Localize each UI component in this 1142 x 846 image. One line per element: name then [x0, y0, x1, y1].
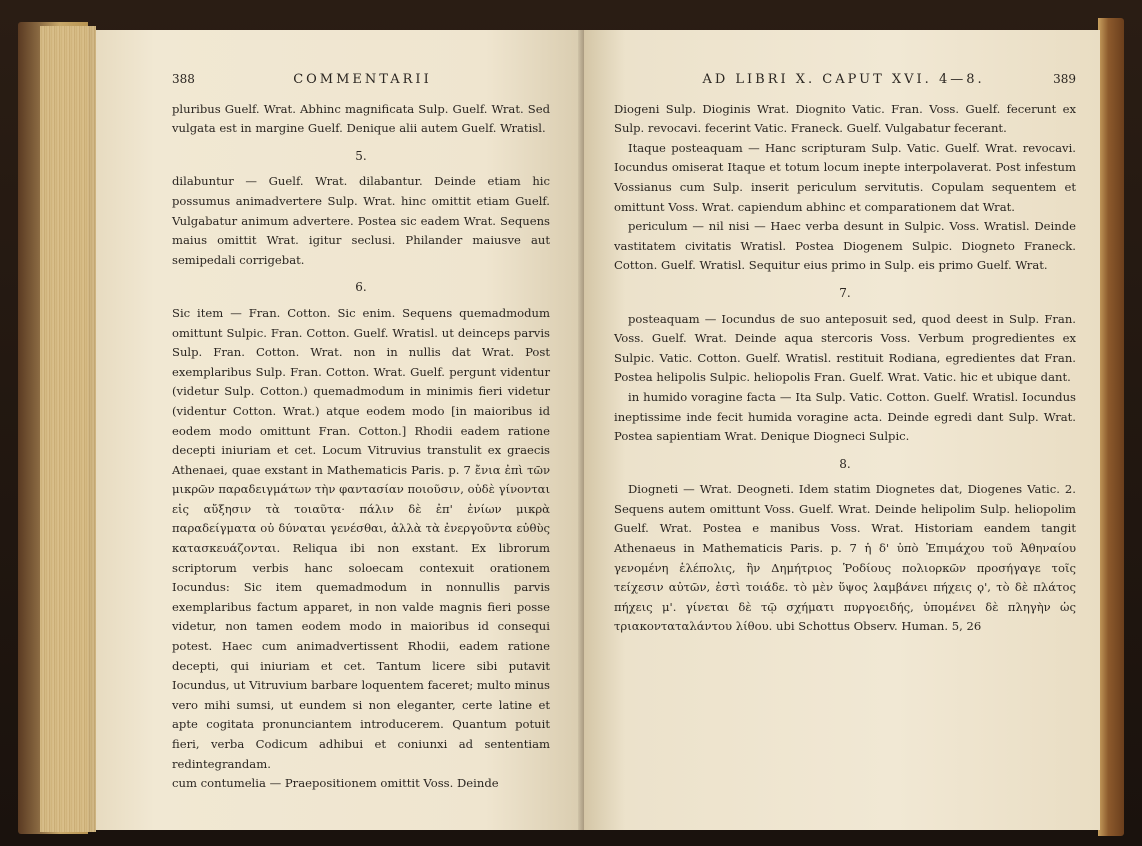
left-page-number: 388 [172, 72, 195, 86]
section-number: 8. [839, 456, 851, 471]
paragraph: Diogeni Sulp. Dioginis Wrat. Diognito Vatic. Fran. Voss. Guelf. fecerunt ex Sulp. revocavi. fecerint Vatic. Franeck. Guelf. Vulgabatur fecerant. [614, 101, 1076, 136]
left-page-header [172, 70, 550, 90]
section-number: 6. [355, 280, 367, 295]
left-running-head: COMMENTARII [293, 72, 432, 87]
paragraph: pluribus Guelf. Wrat. Abhinc magnificata Sulp. Guelf. Wrat. Sed vulgata est in margine Guelf. Denique alii autem Guelf. Wratisl. [172, 101, 550, 136]
paragraph: dilabuntur — Guelf. Wrat. dilabantur. Deinde etiam hic possumus animadvertere Sulp. Wrat. hinc omittit etiam Guelf. Vulgabatur animum advertere. Postea sic eadem Wrat. Sequens maius omittit Wrat. igitur seclusi. Philander maiusve aut semipedali corrigebat. [172, 174, 550, 267]
left-page [96, 30, 584, 830]
right-running-head: AD LIBRI X. CAPUT XVI. 4—8. [702, 72, 985, 87]
page-edges [40, 26, 96, 832]
section-number: 5. [355, 148, 367, 163]
right-cover [1098, 18, 1124, 836]
section-number: 7. [839, 285, 851, 300]
paragraph: in humido voragine facta — Ita Sulp. Vatic. Cotton. Guelf. Wratisl. Iocundus ineptissime inde fecit humida voragine acta. Deinde egredi dant Sulp. Wrat. Postea sapientiam Wrat. Denique Diogneci Sulpic. [614, 389, 1076, 444]
paragraph: posteaquam — Iocundus de suo anteposuit sed, quod deest in Sulp. Fran. Voss. Guelf. Wrat. Deinde aqua stercoris Voss. Verbum progredientes ex Sulpic. Vatic. Cotton. Guelf. Wratisl. restituit Rodiana, egredientes dat Fran. Postea helipolis Sulpic. heliopolis Fran. Guelf. Wrat. Vatic. hic et ubique dant. [614, 311, 1076, 385]
paragraph: periculum — nil nisi — Haec verba desunt in Sulpic. Voss. Wratisl. Deinde vastitatem civitatis Wratisl. Postea Diogenem Sulpic. Diogneto Franeck. Cotton. Guelf. Wratisl. Sequitur eius primo in Sulp. eis primo Guelf. Wrat. [614, 219, 1076, 273]
right-page-header [614, 70, 1076, 90]
right-page [584, 30, 1100, 830]
right-page-body [614, 100, 1076, 637]
paragraph: cum contumelia — Praepositionem omittit Voss. Deinde [172, 776, 499, 791]
left-page-body [172, 100, 550, 794]
paragraph: Sic item — Fran. Cotton. Sic enim. Sequens quemadmodum omittunt Sulpic. Fran. Cotton. Guelf. Wratisl. ut deinceps parvis Sulp. Fran. Cotton. Wrat. non in nullis dat Wrat. Post exemplaribus Sulp. Fran. Cotton. Wrat. Guelf. pergunt videntur (videtur Sulp. Cotton.) quemadmodum in minimis fieri videtur (videntur Cotton. Wrat.) atque eodem modo [in maioribus id eodem modo omittunt Fran. Cotton.] Rhodii eadem ratione decepti iniuriam et cet. Locum Vitruvius transtulit ex graecis Athenaei, quae exstant in Mathematicis Paris. p. 7 ἔνια ἐπὶ τῶν μικρῶν παραδειγμάτων τὴν φαντασίαν ποιοῦσιν, οὐδὲ γίνονται εἰς αὔξησιν τὰ τοιαῦτα· πάλιν δὲ ἐπ' ἐνίων μικρὰ παραδείγματα οὐ δύναται γενέσθαι, ἀλλὰ τὰ ἐνεργοῦντα εὐθὺς κατασκευάζονται. Reliqua ibi non exstant. Ex librorum scriptorum verbis hanc soloecam contexuit orationem Iocundus: Sic item quemadmodum in nonnullis parvis exemplaribus factum apparet, in non valde magnis fieri posse videtur, non tamen eodem modo in maioribus id consequi potest. Haec cum animadvertissent Rhodii, eadem ratione decepti, qui iniuriam et cet. Tantum licere sibi putavit Iocundus, ut Vitruvium barbare loquentem faceret; multo minus vero mihi sumsi, ut eundem si non eleganter, certe latine et apte cogitata pronunciantem introducerem. Quantum potuit fieri, verba Codicum adhibui et coniunxi ad sententiam redintegrandam. [172, 305, 550, 771]
paragraph: Itaque posteaquam — Hanc scripturam Sulp. Vatic. Guelf. Wrat. revocavi. Iocundus omiserat Itaque et totum locum inepte interpolaverat. Post infestum Vossianus cum Sulp. inserit periculum servitutis. Copulam sequentem et omittunt Voss. Wrat. capiendum abhinc et comparationem dat Wrat. [614, 140, 1076, 214]
right-page-number: 389 [1053, 72, 1076, 86]
paragraph: Diogneti — Wrat. Deogneti. Idem statim Diognetes dat, Diogenes Vatic. 2. Sequens autem omittunt Voss. Guelf. Wrat. Deinde helipolim Sulp. heliopolim Guelf. Wrat. Postea e manibus Voss. Wrat. Historiam eandem tangit Athenaeus in Mathematicis Paris. p. 7 ἡ δ' ὑπὸ Ἐπιμάχου τοῦ Ἀθηναίου γενομένη ἑλέπολις, ἣν Δημήτριος Ῥοδίους πολιορκῶν προσήγαγε τοῖς τείχεσιν αὐτῶν, ἐστὶ τοιάδε. τὸ μὲν ὕψος λαμβάνει πήχεις ϙ', τὸ δὲ πλάτος πήχεις μ'. γίνεται δὲ τῷ σχήματι πυργοειδής, ὑπομένει δὲ πληγὴν ὡς τριακονταταλάντου λίθου. ubi Schottus Observ. Human. 5, 26 [614, 482, 1076, 634]
